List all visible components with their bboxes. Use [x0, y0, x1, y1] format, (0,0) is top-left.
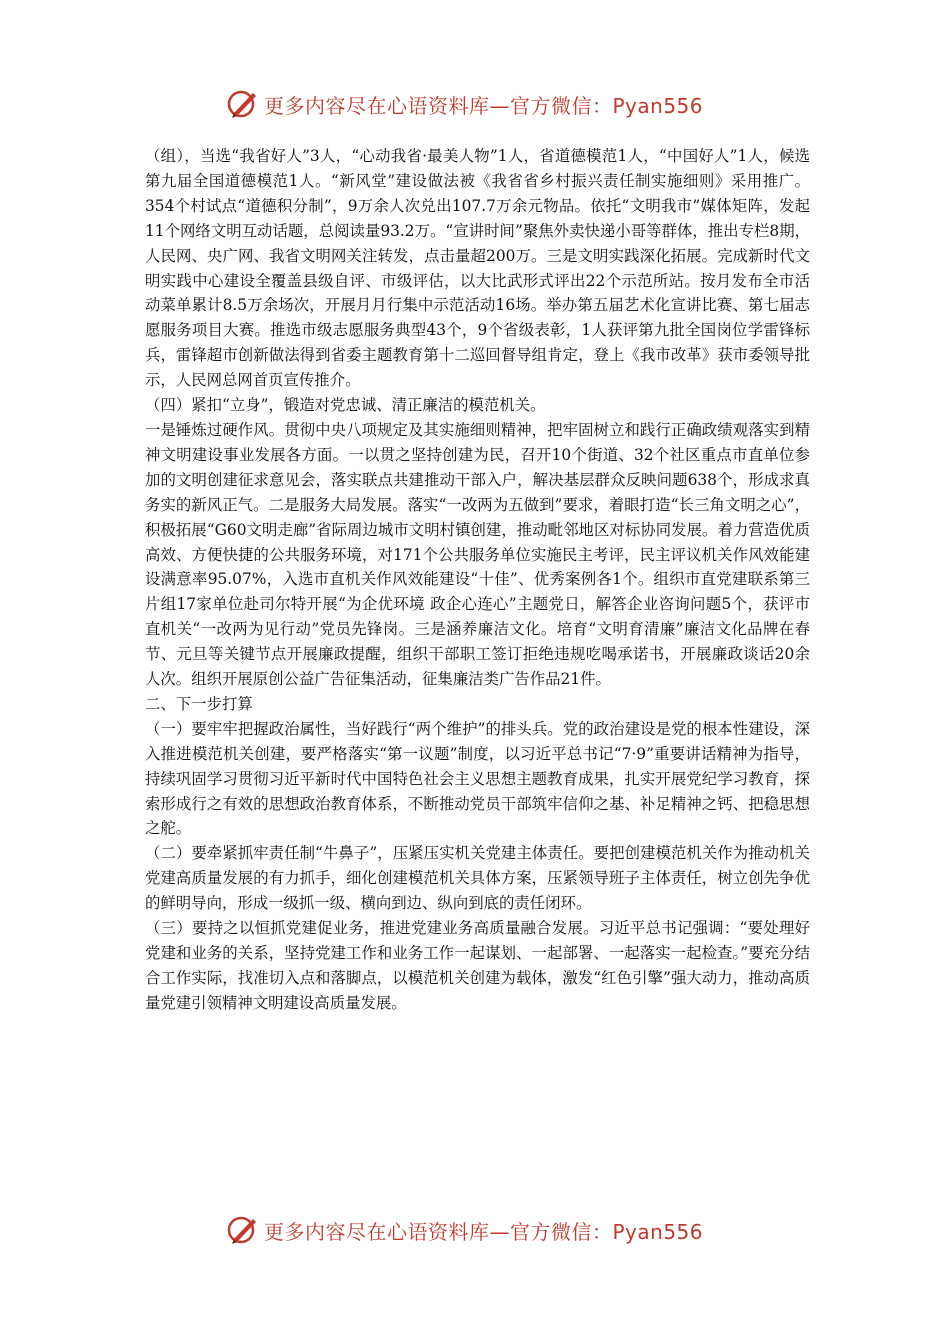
pen-logo-icon [226, 1213, 260, 1247]
paragraph: （四）紧扣“立身”，锻造对党忠诚、清正廉洁的模范机关。 [145, 396, 546, 415]
paragraph: （一）要牢牢把握政治属性，当好践行“两个维护”的排头兵。党的政治建设是党的根本性建设，深入推进模范机关创建，要严格落实“第一议题”制度，以习近平总书记“7·9”重要讲话精神为指导，持续巩固学习贯彻习近平新时代中国特色社会主义思想主题教育成果，扎实开展党纪学习教育，探索形成行之有效的思想政治教育体系，不断推动党员干部筑牢信仰之基、补足精神之钙、把稳思想之舵。 [145, 719, 810, 838]
header-banner [226, 86, 746, 122]
section-heading: 二、下一步打算 [145, 694, 253, 713]
paragraph: （二）要牵紧抓牢责任制“牛鼻子”，压紧压实机关党建主体责任。要把创建模范机关作为推动机关党建高质量发展的有力抓手，细化创建模范机关具体方案，压紧领导班子主体责任，树立创先争优的鲜明导向，形成一级抓一级、横向到边、纵向到底的责任闭环。 [145, 844, 810, 913]
banner-text: 更多内容尽在心语资料库—官方微信：Pyan556 [264, 1219, 704, 1244]
paragraph: （三）要持之以恒抓党建促业务，推进党建业务高质量融合发展。习近平总书记强调：“要处理好党建和业务的关系，坚持党建工作和业务工作一起谋划、一起部署、一起落实一起检查。”要充分结合工作实际，找准切入点和落脚点，以模范机关创建为载体，激发“红色引擎”强大动力，推动高质量党建引领精神文明建设高质量发展。 [145, 919, 810, 1012]
paragraph: 一是锤炼过硬作风。贯彻中央八项规定及其实施细则精神，把牢固树立和践行正确政绩观落实到精神文明建设事业发展各方面。一以贯之坚持创建为民，召开10个街道、32个社区重点市直单位参加的文明创建征求意见会，落实联点共建推动干部入户，解决基层群众反映问题638个，形成求真务实的新风正气。二是服务大局发展。落实“一改两为五做到”要求，着眼打造“长三角文明之心”，积极拓展“G60文明走廊”省际周边城市文明村镇创建，推动毗邻地区对标协同发展。着力营造优质高效、方便快捷的公共服务环境，对171个公共服务单位实施民主考评，民主评议机关作风效能建设满意率95.07%，入选市直机关作风效能建设“十佳”、优秀案例各1个。组织市直党建联系第三片组17家单位赴司尔特开展“为企优环境 政企心连心”主题党日，解答企业咨询问题5个，获评市直机关“一改两为见行动”党员先锋岗。三是涵养廉洁文化。培育“文明育清廉”廉洁文化品牌在春节、元旦等关键节点开展廉政提醒，组织干部职工签订拒绝违规吃喝承诺书，开展廉政谈话20余人次。组织开展原创公益广告征集活动，征集廉洁类广告作品21件。 [145, 420, 810, 689]
footer-banner [226, 1212, 746, 1248]
paragraph: （组），当选“我省好人”3人，“心动我省·最美人物”1人，省道德模范1人，“中国好人”1人，候选第九届全国道德模范1人。“新风堂”建设做法被《我省省乡村振兴责任制实施细则》采用推广。354个村试点“道德积分制”，9万余人次兑出107.7万余元物品。依托“文明我市”媒体矩阵，发起11个网络文明互动话题，总阅读量93.2万。“宣讲时间”聚焦外卖快递小哥等群体，推出专栏8期，人民网、央广网、我省文明网关注转发，点击量超200万。三是文明实践深化拓展。完成新时代文明实践中心建设全覆盖县级自评、市级评估，以大比武形式评出22个示范所站。按月发布全市活动菜单累计8.5万余场次，开展月月行集中示范活动16场。举办第五届艺术化宣讲比赛、第七届志愿服务项目大赛。推选市级志愿服务典型43个，9个省级表彰，1人获评第九批全国岗位学雷锋标兵，雷锋超市创新做法得到省委主题教育第十二巡回督导组肯定，登上《我市改革》获市委领导批示，人民网总网首页宣传推介。 [145, 147, 810, 390]
banner-text: 更多内容尽在心语资料库—官方微信：Pyan556 [264, 93, 704, 118]
pen-logo-icon [226, 87, 260, 121]
document-body [145, 144, 810, 1016]
